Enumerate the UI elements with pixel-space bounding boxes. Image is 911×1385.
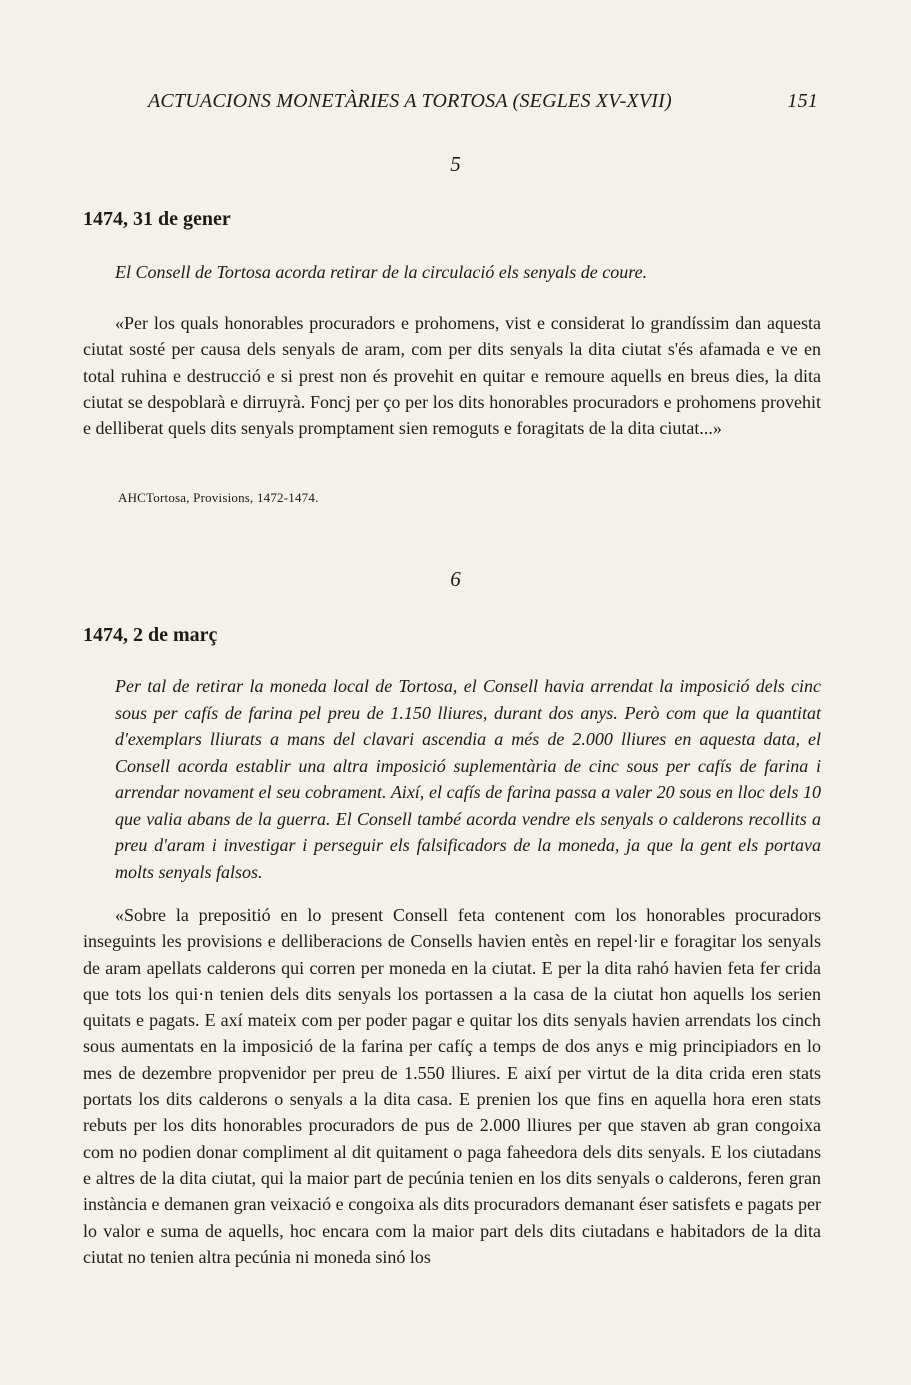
document-transcription: «Sobre la prepositió en lo present Consell feta contenent com los honorables procuradors inseguints les provisions e delliberacions de Consells havien entès en repel·lir e foragitar los senyals de aram apellats calderons qui corren per moneda en la ciutat. E per la dita rahó havien feta fer crida que tots los qui·n tenien dels dits senyals los portassen a la casa de la ciutat hon aquells los serien quitats e pagats. E axí mateix com per poder pagar e quitar los dits senyals havien arrendats los cinch sous aumentats en la imposició de la farina per cafíç a temps de dos anys e mig principiadors en lo mes de dezembre propvenidor per preu de 1.550 lliures. E així per virtut de la dita crida eren stats portats los dits calderons o senyals a la dita casa. E prenien los que fins en aquella hora eren stats rebuts per los dits honorables procuradors de pus de 2.000 lliures per que staven ab gran congoixa com no podien donar compliment al dit quitament o paga faheedora dels dits senyals. E los ciutadans e altres de la dita ciutat, qui la maior part de pecúnia tenien en los dits senyals o calderons, feren gran instància e demanen gran veixació e congoixa als dits procuradors demanant éser satisfets e pagats per lo valor e suma de aquells, hoc encara com la maior part dels dits ciutadans e habitadors de la dita ciutat no tenien altra pecúnia ni moneda sinó los <box>83 905 821 1267</box>
document-date: 1474, 31 de gener <box>83 208 231 230</box>
document-number: 5 <box>450 152 461 176</box>
document-transcription: «Per los quals honorables procuradors e prohomens, vist e considerat lo grandíssim dan aquesta ciutat sosté per causa dels senyals de aram, com per dits senyals la dita ciutat s'és afamada e ve en total ruhina e destrucció e si prest non és provehit en quitar e remoure aquells en breus dies, la dita ciutat se despoblarà e dirruyrà. Foncj per ço per los dits honorables procuradors e prohomens provehit e delliberat quels dits senyals promptament sien remoguts e foragitats de la dita ciutat...» <box>83 313 821 439</box>
document-number: 6 <box>450 567 461 591</box>
document-summary: Per tal de retirar la moneda local de Tortosa, el Consell havia arrendat la imposició dels cinc sous per cafís de farina pel preu de 1.150 lliures, durant dos anys. Però com que la quantitat d'exemplars lliurats a mans del clavari ascendia a més de 2.000 lliures en aquesta data, el Consell acorda establir una altra imposició suplementària de cinc sous per cafís de farina i arrendar novament el seu cobrament. Així, el cafís de farina passa a valer 20 sous en lloc dels 10 que valia abans de la guerra. El Consell també acorda vendre els senyals o calderons recollits a preu d'aram i investigar i perseguir els falsificadors de la moneda, ja que la gent els portava molts senyals falsos. <box>115 676 821 882</box>
document-summary: El Consell de Tortosa acorda retirar de la circulació els senyals de coure. <box>115 262 648 282</box>
document-date: 1474, 2 de març <box>83 624 218 646</box>
page-number: 151 <box>787 90 818 112</box>
archival-source: AHCTortosa, Provisions, 1472-1474. <box>118 490 319 505</box>
running-head-title: ACTUACIONS MONETÀRIES A TORTOSA (SEGLES XV-XVII) <box>148 90 672 112</box>
